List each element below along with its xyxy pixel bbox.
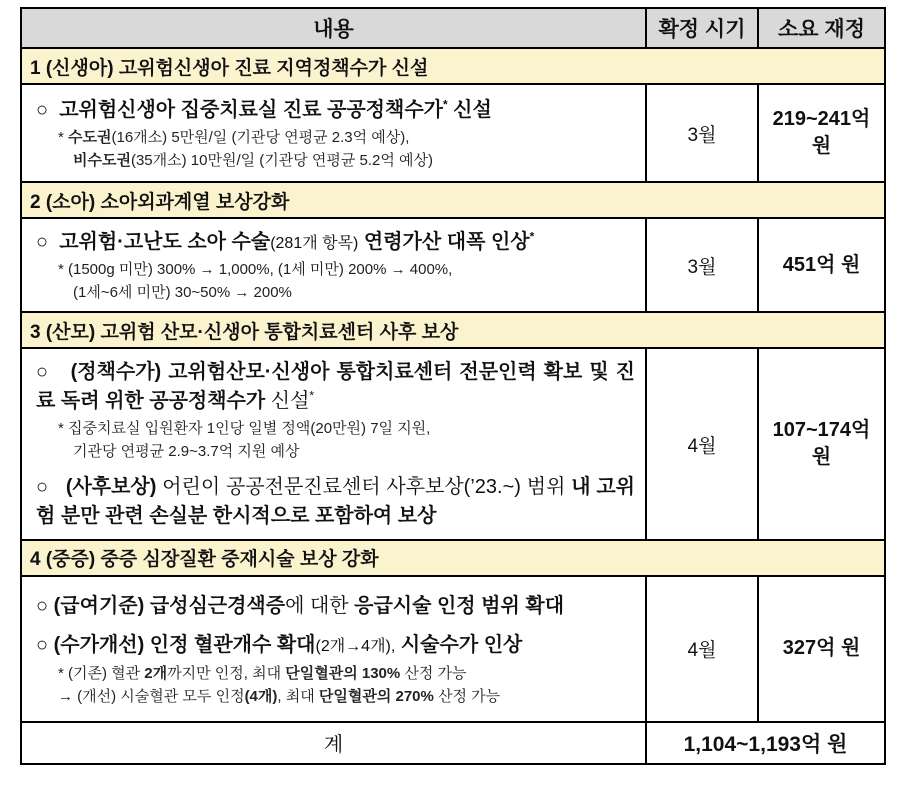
detail-note: * 집중치료실 입원환자 1인당 일별 정액(20만원) 7일 지원,	[58, 420, 431, 438]
section-row-3-mother	[21, 312, 885, 348]
budget-cell: 327억 원	[758, 576, 885, 722]
policy-funding-table	[20, 7, 886, 765]
section-row-1-newborn	[21, 48, 885, 84]
detail-row-1	[21, 84, 885, 182]
budget-cell: 219~241억 원	[758, 84, 885, 182]
timing-cell: 4월	[646, 576, 758, 722]
detail-row-3	[21, 348, 885, 540]
detail-bullet: ○ 고위험신생아 집중치료실 진료 공공정책수가* 신설	[36, 97, 492, 121]
timing-cell: 3월	[646, 218, 758, 312]
total-amount: 1,104~1,193억 원	[646, 722, 885, 764]
detail-content	[21, 84, 646, 182]
section-title: 2 (소아) 소아외과계열 보상강화	[21, 182, 885, 218]
header-cell-timing: 확정 시기	[646, 8, 758, 48]
budget-cell: 107~174억 원	[758, 348, 885, 540]
detail-content	[21, 348, 646, 540]
detail-note-continued: 비수도권(35개소) 10만원/일 (기관당 연평균 5.2억 예상)	[73, 152, 434, 170]
detail-content	[21, 218, 646, 312]
detail-note-continued: → (개선) 시술혈관 모두 인정(4개), 최대 단일혈관의 270% 산정 가능	[58, 687, 501, 705]
section-row-4-severe	[21, 540, 885, 576]
section-title: 3 (산모) 고위험 산모·신생아 통합치료센터 사후 보상	[21, 312, 885, 348]
section-title: 1 (신생아) 고위험신생아 진료 지역정책수가 신설	[21, 48, 885, 84]
detail-bullet: ○ (사후보상) 어린이 공공전문진료센터 사후보상(’23.~) 범위 내 고위험 분만 관련 손실분 한시적으로 포함하여 보상	[36, 476, 635, 527]
detail-bullet: ○ (정책수가) 고위험산모·신생아 통합치료센터 전문인력 확보 및 진료 독려 위한 공공정책수가 신설*	[36, 361, 635, 412]
section-row-2-pediatric	[21, 182, 885, 218]
timing-cell: 4월	[646, 348, 758, 540]
total-label: 계	[21, 722, 646, 764]
detail-note: * 수도권(16개소) 5만원/일 (기관당 연평균 2.3억 예상),	[58, 129, 410, 147]
header-cell-content: 내용	[21, 8, 646, 48]
detail-note: * (1500g 미만) 300% → 1,000%, (1세 미만) 200% → 400%,	[58, 261, 453, 279]
detail-note-continued: (1세~6세 미만) 30~50% → 200%	[73, 284, 292, 302]
detail-bullet: ○ 고위험·고난도 소아 수술(281개 항목) 연령가산 대폭 인상*	[36, 229, 535, 253]
detail-note: * (기존) 혈관 2개까지만 인정, 최대 단일혈관의 130% 산정 가능	[58, 664, 467, 682]
detail-row-4	[21, 576, 885, 722]
budget-cell: 451억 원	[758, 218, 885, 312]
detail-bullet: ○ (급여기준) 급성심근경색증에 대한 응급시술 인정 범위 확대	[36, 595, 565, 618]
timing-cell: 3월	[646, 84, 758, 182]
total-row	[21, 722, 885, 764]
table-header-row	[21, 8, 885, 48]
detail-row-2	[21, 218, 885, 312]
section-title: 4 (중증) 중증 심장질환 중재시술 보상 강화	[21, 540, 885, 576]
header-cell-budget: 소요 재정	[758, 8, 885, 48]
detail-note-continued: 기관당 연평균 2.9~3.7억 지원 예상	[73, 443, 300, 461]
detail-content	[21, 576, 646, 722]
detail-bullet: ○ (수가개선) 인정 혈관개수 확대(2개→4개), 시술수가 인상	[36, 634, 523, 657]
